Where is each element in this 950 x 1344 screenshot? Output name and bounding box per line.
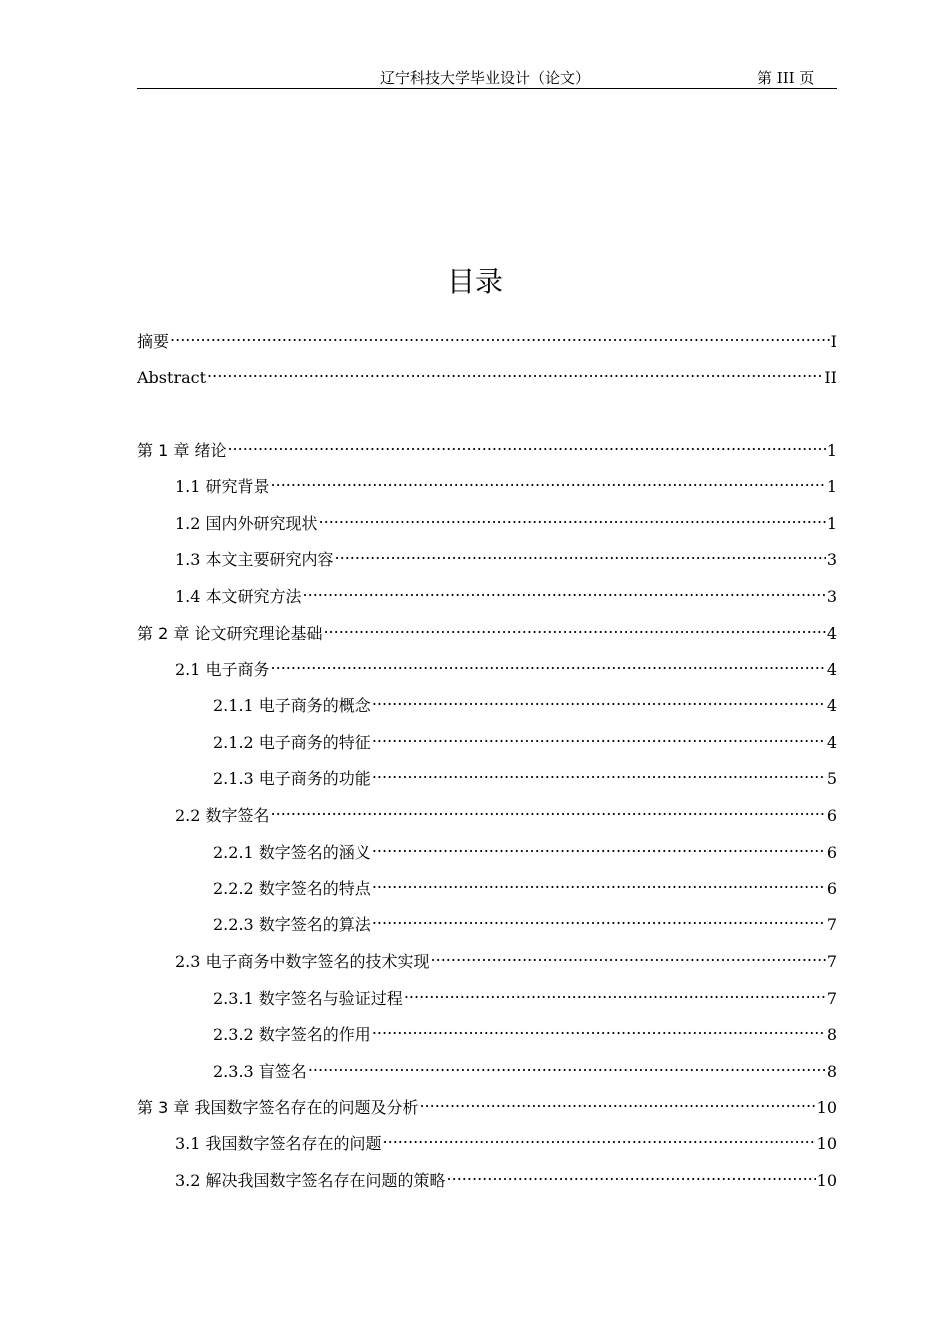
- toc-entry-text: 2.2.2 数字签名的特点: [213, 879, 371, 898]
- toc-leader-dots: [447, 1164, 816, 1186]
- toc-entry-text: 2.1.3 电子商务的功能: [213, 769, 371, 788]
- toc-entry-page: 4: [826, 733, 837, 752]
- toc-entry[interactable]: [213, 872, 837, 898]
- toc-entry[interactable]: [213, 726, 837, 752]
- toc-entry[interactable]: [213, 1018, 837, 1044]
- toc-entry[interactable]: [175, 945, 837, 971]
- toc-entry-text: 2.1 电子商务: [175, 660, 270, 679]
- toc-entry-text: 2.3.3 盲签名: [213, 1062, 307, 1081]
- header-page-number: 第 III 页: [757, 69, 815, 87]
- toc-leader-dots: [372, 689, 826, 711]
- toc-entry-text: 1.3 本文主要研究内容: [175, 550, 334, 569]
- toc-entry[interactable]: [213, 689, 837, 715]
- toc-entry[interactable]: [213, 908, 837, 934]
- toc-entry-text: Abstract: [137, 368, 207, 387]
- toc-entry-text: 第 1 章 绪论: [137, 441, 227, 460]
- toc-leader-dots: [372, 836, 826, 858]
- toc-entry-page: 6: [826, 879, 837, 898]
- toc-leader-dots: [170, 325, 830, 347]
- page-header: [137, 68, 837, 89]
- toc-entry-page: 6: [826, 806, 837, 825]
- toc-leader-dots: [271, 799, 826, 821]
- toc-entry-page: 4: [826, 660, 837, 679]
- toc-entry-page: 4: [826, 624, 837, 643]
- toc-leader-dots: [372, 908, 826, 930]
- toc-entry-page: 3: [826, 587, 837, 606]
- toc-entry-text: 第 2 章 论文研究理论基础: [137, 624, 323, 643]
- toc-entry[interactable]: [175, 1127, 837, 1153]
- toc-entry[interactable]: [175, 507, 837, 533]
- toc-leader-dots: [383, 1127, 816, 1149]
- toc-entry-page: 10: [816, 1134, 837, 1153]
- toc-entry-page: 5: [826, 769, 837, 788]
- toc-entry-text: 3.2 解决我国数字签名存在问题的策略: [175, 1171, 446, 1190]
- toc-entry-text: 2.3.2 数字签名的作用: [213, 1025, 371, 1044]
- toc-leader-dots: [227, 434, 825, 456]
- toc-entry-page: II: [824, 368, 837, 387]
- toc-leader-dots: [319, 507, 826, 529]
- toc-entry-text: 1.2 国内外研究现状: [175, 514, 318, 533]
- toc-entry-page: 1: [826, 514, 837, 533]
- toc-entry-text: 2.2 数字签名: [175, 806, 270, 825]
- toc-entry[interactable]: [213, 836, 837, 862]
- toc-entry-page: 4: [826, 696, 837, 715]
- toc-leader-dots: [419, 1091, 815, 1113]
- toc-entry[interactable]: [175, 543, 837, 569]
- toc-entry-text: 1.1 研究背景: [175, 477, 270, 496]
- toc-entry-page: 1: [826, 441, 837, 460]
- toc-entry-page: 8: [826, 1062, 837, 1081]
- toc-leader-dots: [431, 945, 826, 967]
- toc-entry-page: 7: [826, 915, 837, 934]
- toc-leader-dots: [271, 653, 826, 675]
- toc-leader-dots: [372, 872, 826, 894]
- toc-leader-dots: [372, 1018, 826, 1040]
- toc-entry[interactable]: [137, 361, 837, 387]
- toc-entry[interactable]: [137, 325, 837, 351]
- toc-entry-text: 2.3 电子商务中数字签名的技术实现: [175, 952, 430, 971]
- toc-leader-dots: [271, 470, 826, 492]
- toc-leader-dots: [308, 1055, 826, 1077]
- toc-entry-page: 1: [826, 477, 837, 496]
- toc-entry[interactable]: [213, 1055, 837, 1081]
- toc-entry-page: 10: [816, 1098, 837, 1117]
- toc-leader-dots: [372, 762, 826, 784]
- toc-entry[interactable]: [137, 434, 837, 460]
- toc-entry[interactable]: [175, 1164, 837, 1190]
- toc-entry[interactable]: [137, 1091, 837, 1117]
- header-school-title: 辽宁科技大学毕业设计（论文）: [380, 69, 591, 87]
- toc-entry-text: 1.4 本文研究方法: [175, 587, 302, 606]
- toc-entry-text: 2.3.1 数字签名与验证过程: [213, 989, 403, 1008]
- toc-entry-text: 2.1.2 电子商务的特征: [213, 733, 371, 752]
- toc-entry-text: 摘要: [137, 332, 170, 351]
- toc-leader-dots: [323, 617, 825, 639]
- toc-entry-text: 2.2.1 数字签名的涵义: [213, 843, 371, 862]
- toc-entry[interactable]: [213, 982, 837, 1008]
- toc-leader-dots: [335, 543, 826, 565]
- toc-entry[interactable]: [175, 580, 837, 606]
- toc-entry-page: 8: [826, 1025, 837, 1044]
- toc-entry[interactable]: [175, 799, 837, 825]
- toc-entry-text: 2.2.3 数字签名的算法: [213, 915, 371, 934]
- toc-entry-page: 7: [826, 989, 837, 1008]
- toc-entry-text: 第 3 章 我国数字签名存在的问题及分析: [137, 1098, 419, 1117]
- toc-leader-dots: [404, 982, 826, 1004]
- toc-entry-page: 3: [826, 550, 837, 569]
- toc-title: 目录: [446, 265, 503, 298]
- toc-leader-dots: [207, 361, 823, 383]
- toc-entry-page: 7: [826, 952, 837, 971]
- toc-leader-dots: [372, 726, 826, 748]
- toc-entry[interactable]: [175, 470, 837, 496]
- toc-entry-page: 10: [816, 1171, 837, 1190]
- toc-entry-text: 2.1.1 电子商务的概念: [213, 696, 371, 715]
- toc-entry-page: 6: [826, 843, 837, 862]
- toc-entry-page: I: [830, 332, 837, 351]
- toc-entry[interactable]: [175, 653, 837, 679]
- toc-entry[interactable]: [213, 762, 837, 788]
- toc-leader-dots: [303, 580, 826, 602]
- toc-entry[interactable]: [137, 617, 837, 643]
- toc-entry-text: 3.1 我国数字签名存在的问题: [175, 1134, 382, 1153]
